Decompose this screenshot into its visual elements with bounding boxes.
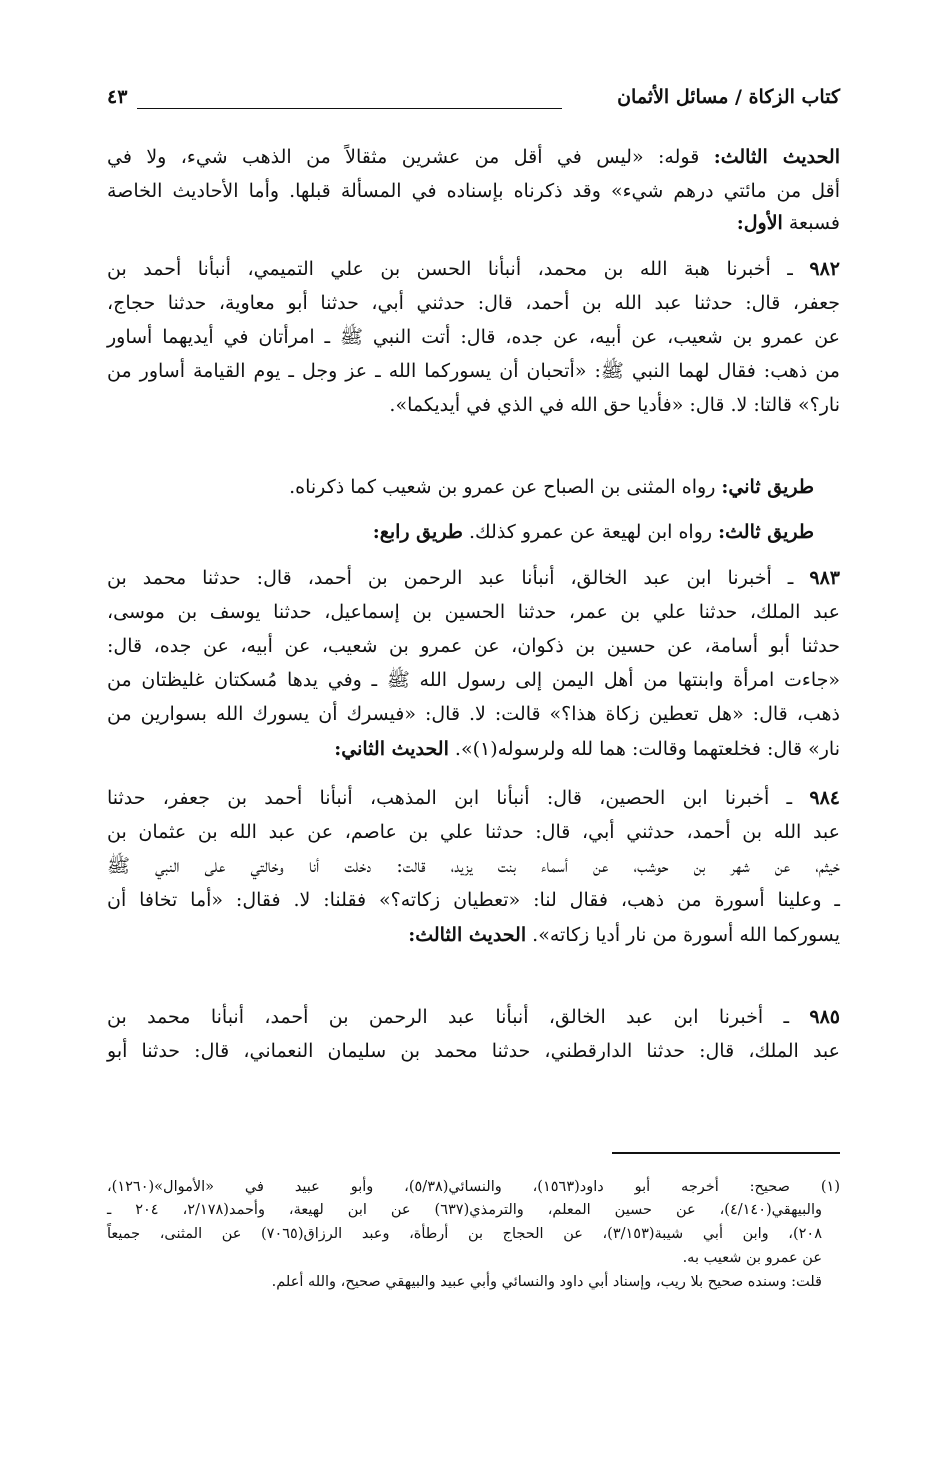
text-run: خيثم، عن شهر بن حوشب، عن أسماء بنت يزيد، قالت: دخلت أنا وخالتي على النبي ﷺ bbox=[107, 855, 840, 877]
text-run: ذهب، قال: «هل تعطين زكاة هذا؟» قالت: لا. قال: «فيسرك أن يسورك الله بسوارين من bbox=[107, 703, 840, 725]
text-run: نار» قال: فخلعتهما وقالت: هما لله ولرسوله(١)». bbox=[448, 738, 840, 760]
bold-heading-run: الأول: bbox=[736, 212, 783, 234]
text-line bbox=[107, 563, 840, 593]
text-line bbox=[107, 142, 840, 172]
text-line bbox=[107, 851, 840, 881]
text-run: (١) صحيح: أخرجه أبو داود(١٥٦٣)، والنسائي(٥/٣٨)، وأبو عبيد في «الأموال»(١٢٦٠)، bbox=[107, 1179, 840, 1195]
text-line bbox=[107, 472, 814, 502]
footnote-line bbox=[107, 1246, 822, 1270]
text-run: رواه ابن لهيعة عن عمرو كذلك. bbox=[462, 521, 719, 543]
text-line bbox=[107, 631, 840, 661]
text-run: أقل من مائتي درهم شيء» وقد ذكرناه بإسناده في المسألة قبلها. وأما الأحاديث الخاصة bbox=[107, 180, 840, 202]
bold-heading-run: ٩٨٢ bbox=[809, 258, 840, 280]
footnote-separator bbox=[612, 1152, 840, 1154]
bold-heading-run: الحديث الثاني: bbox=[334, 738, 449, 760]
text-run: حدثنا أبو أسامة، عن حسين بن ذكوان، عن عمرو بن شعيب، عن أبيه، عن جده، قال: bbox=[107, 635, 840, 657]
running-header bbox=[107, 86, 840, 116]
text-run: «جاءت امرأة وابنتها من أهل اليمن إلى رسول الله ﷺ ـ وفي يدها مُسكتان غليظتان من bbox=[107, 669, 840, 691]
text-line bbox=[107, 665, 840, 695]
text-line bbox=[107, 356, 840, 386]
text-line bbox=[107, 254, 840, 284]
text-run: عبد الملك، حدثنا علي بن عمر، حدثنا الحسين بن إسماعيل، حدثنا يوسف بن موسى، bbox=[107, 601, 840, 623]
text-run: جعفر، قال: حدثنا عبد الله بن أحمد، قال: حدثني أبي، حدثنا أبو معاوية، حدثنا حجاج، bbox=[107, 292, 840, 314]
text-run: ـ وعلينا أسورة من ذهب، فقال لنا: «تعطيان زكاته؟» فقلنا: لا. فقال: «أما تخافا أن bbox=[107, 889, 840, 911]
text-line bbox=[107, 517, 814, 547]
text-run: يسوركما الله أسورة من نار أديا زكاته». bbox=[526, 924, 840, 946]
text-run: ـ أخبرنا ابن عبد الخالق، أنبأنا عبد الرحمن بن أحمد، قال: حدثنا محمد بن bbox=[107, 567, 810, 589]
text-line bbox=[107, 885, 840, 915]
text-run: رواه المثنى بن الصباح عن عمرو بن شعيب كما ذكرناه. bbox=[289, 476, 722, 498]
page-number: ٤٣ bbox=[107, 86, 128, 108]
bold-heading-run: الحديث الثالث: bbox=[713, 146, 840, 168]
text-run: عن عمرو بن شعيب، عن أبيه، عن جده، قال: أتت النبي ﷺ ـ امرأتان في أيديهما أساور bbox=[107, 326, 840, 348]
text-run: ـ أخبرنا ابن الحصين، قال: أنبأنا ابن المذهب، أنبأنا أحمد بن جعفر، حدثنا bbox=[107, 787, 810, 809]
text-line bbox=[107, 208, 840, 238]
footnote-line bbox=[107, 1222, 822, 1246]
text-run: عبد الملك، قال: حدثنا الدارقطني، حدثنا محمد بن سليمان النعماني، قال: حدثنا أبو bbox=[107, 1040, 840, 1062]
text-run: من ذهب: فقال لهما النبي ﷺ: «أتحبان أن يسوركما الله ـ عز وجل ـ يوم القيامة أساور من bbox=[107, 360, 840, 382]
text-run: ـ أخبرنا هبة الله بن محمد، أنبأنا الحسن بن علي التميمي، أنبأنا أحمد بن bbox=[107, 258, 810, 280]
text-run: فسبعة bbox=[782, 212, 840, 234]
text-line bbox=[107, 817, 840, 847]
text-line bbox=[107, 597, 840, 627]
text-line bbox=[107, 1002, 840, 1032]
bold-heading-run: طريق ثاني: bbox=[721, 476, 814, 498]
text-line bbox=[107, 288, 840, 318]
bold-heading-run: ٩٨٣ bbox=[809, 567, 840, 589]
text-line bbox=[107, 1036, 840, 1066]
text-line bbox=[107, 322, 840, 352]
text-line bbox=[107, 920, 840, 950]
text-run: نار؟» قالتا: لا. قال: «فأديا حق الله في الذي في أيديكما». bbox=[389, 394, 840, 416]
bold-heading-run: الحديث الثالث: bbox=[408, 924, 527, 946]
text-line bbox=[107, 390, 840, 420]
text-run: قلت: وسنده صحيح بلا ريب، وإسناد أبي داود والنسائي وأبي عبيد والبيهقي صحيح، والله أعلم. bbox=[271, 1274, 822, 1290]
text-run: والبيهقي(٤/١٤٠)، عن حسين المعلم، والترمذي(٦٣٧) عن ابن لهيعة، وأحمد(٢/١٧٨، ٢٠٤ ـ bbox=[107, 1202, 822, 1218]
text-run: ـ أخبرنا ابن عبد الخالق، أنبأنا عبد الرحمن بن أحمد، أنبأنا محمد بن bbox=[107, 1006, 810, 1028]
footnote-line bbox=[107, 1175, 840, 1199]
bold-heading-run: ٩٨٤ bbox=[809, 787, 840, 809]
text-line bbox=[107, 176, 840, 206]
header-rule bbox=[137, 108, 562, 109]
bold-heading-run: ٩٨٥ bbox=[809, 1006, 840, 1028]
text-run: ٢٠٨)، وابن أبي شيبة(٣/١٥٣)، عن الحجاج بن أرطأة، وعبد الرزاق(٧٠٦٥) عن المثنى، جميعاً bbox=[107, 1226, 823, 1242]
text-line bbox=[107, 783, 840, 813]
text-run: عبد الله بن أحمد، حدثني أبي، قال: حدثنا علي بن عاصم، عن عبد الله بن عثمان بن bbox=[107, 821, 840, 843]
header-title: كتاب الزكاة / مسائل الأثمان bbox=[617, 86, 840, 108]
text-run: قوله: «ليس في أقل من عشرين مثقالاً من الذهب شيء، ولا في bbox=[107, 146, 714, 168]
text-line bbox=[107, 734, 840, 764]
bold-heading-run: طريق رابع: bbox=[372, 521, 463, 543]
bold-heading-run: طريق ثالث: bbox=[718, 521, 814, 543]
footnote-line bbox=[107, 1198, 822, 1222]
footnote-line bbox=[107, 1270, 822, 1294]
text-line bbox=[107, 699, 840, 729]
text-run: عن عمرو بن شعيب به. bbox=[682, 1250, 822, 1266]
